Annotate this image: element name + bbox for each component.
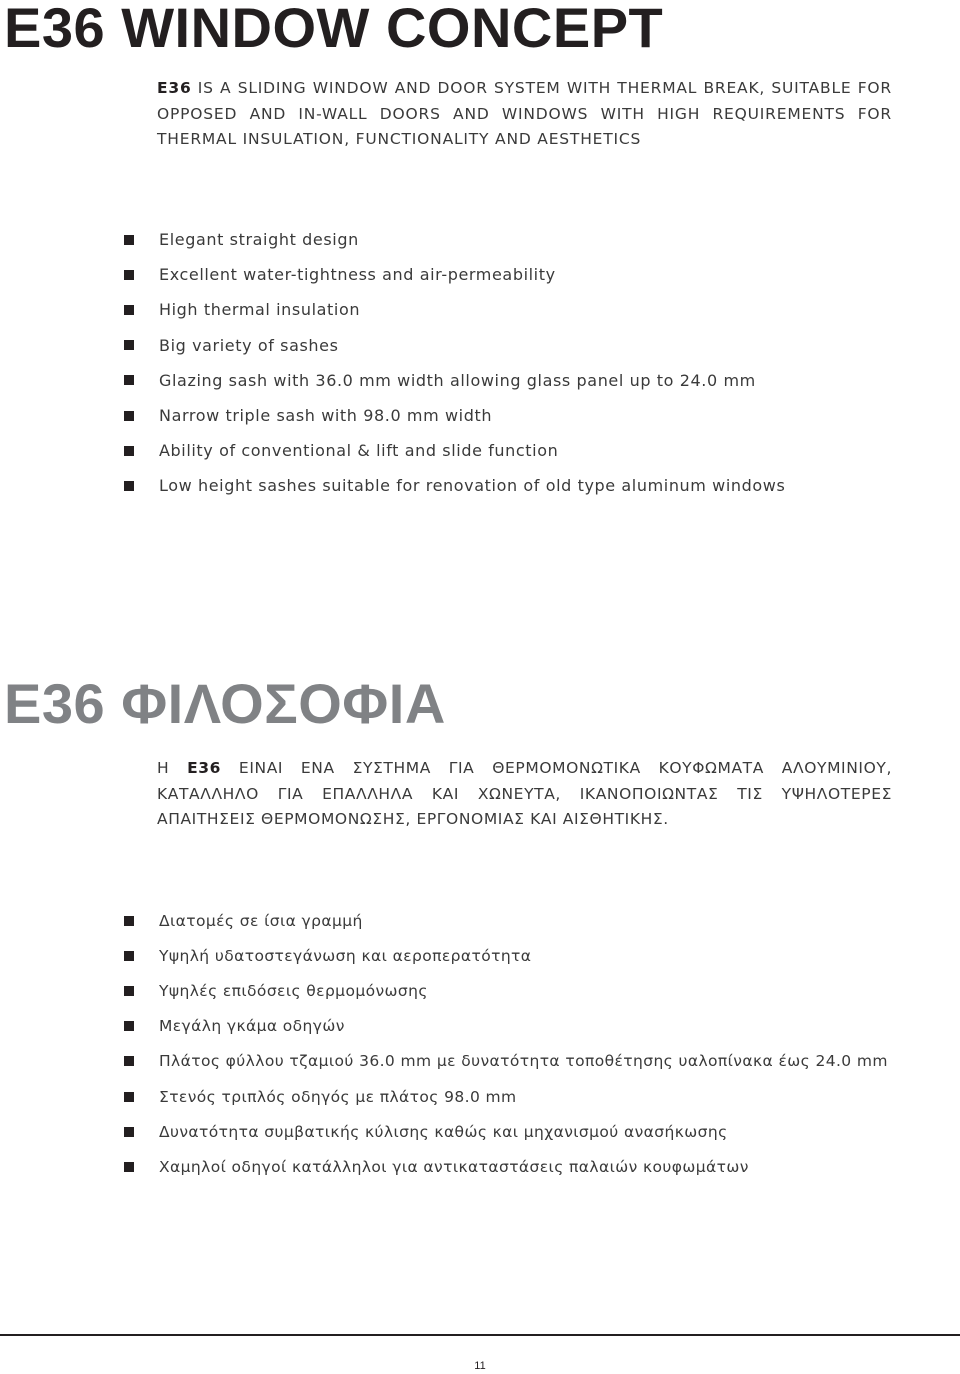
square-bullet-icon <box>124 1056 134 1066</box>
feature-text: Elegant straight design <box>159 230 359 250</box>
list-item <box>124 468 785 503</box>
intro-text: ΕΙΝΑΙ ΕΝΑ ΣΥΣΤΗΜΑ ΓΙΑ ΘΕΡΜΟΜΟΝΩΤΙΚΑ ΚΟΥΦΩΜΑΤΑ ΑΛΟΥΜΙΝΙΟΥ, ΚΑΤΑΛΛΗΛΟ ΓΙΑ ΕΠΑΛΛΗΛΑ ΚΑΙ ΧΩΝΕΥΤΑ, ΙΚΑΝΟΠΟΙΩΝΤΑΣ ΤΙΣ ΥΨΗΛΟΤΕΡΕΣ ΑΠΑΙΤΗΣΕΙΣ ΘΕΡΜΟΜΟΝΩΣΗΣ, ΕΡΓΟΝΟΜΙΑΣ ΚΑΙ ΑΙΣΘΗΤΙΚΗΣ. <box>157 759 892 828</box>
list-item <box>124 1149 888 1184</box>
intro-paragraph-greek <box>157 756 892 833</box>
intro-text: IS A SLIDING WINDOW AND DOOR SYSTEM WITH THERMAL BREAK, SUITABLE FOR OPPOSED AND IN-WALL DOORS AND WINDOWS WITH HIGH REQUIREMENTS FOR THERMAL INSULATION, FUNCTIONALITY AND AESTHETICS <box>157 79 892 148</box>
feature-text: Narrow triple sash with 98.0 mm width <box>159 406 493 426</box>
feature-text: Στενός τριπλός οδηγός με πλάτος 98.0 mm <box>159 1087 517 1106</box>
footer-divider <box>0 1334 960 1336</box>
list-item <box>124 328 785 363</box>
list-item <box>124 973 888 1008</box>
feature-text: Δυνατότητα συμβατικής κύλισης καθώς και μηχανισμού ανασήκωσης <box>159 1122 728 1141</box>
feature-text: Big variety of sashes <box>159 335 339 355</box>
square-bullet-icon <box>124 340 134 350</box>
square-bullet-icon <box>124 411 134 421</box>
feature-text: Χαμηλοί οδηγοί κατάλληλοι για αντικαταστάσεις παλαιών κουφωμάτων <box>159 1157 749 1176</box>
square-bullet-icon <box>124 305 134 315</box>
list-item <box>124 1009 888 1044</box>
feature-text: Excellent water-tightness and air-permeability <box>159 265 556 285</box>
list-item <box>124 1079 888 1114</box>
square-bullet-icon <box>124 1162 134 1172</box>
feature-text: Μεγάλη γκάμα οδηγών <box>159 1017 345 1036</box>
square-bullet-icon <box>124 1127 134 1137</box>
square-bullet-icon <box>124 1092 134 1102</box>
feature-text: Low height sashes suitable for renovation of old type aluminum windows <box>159 476 786 496</box>
feature-text: Διατομές σε ίσια γραμμή <box>159 911 363 930</box>
list-item <box>124 433 785 468</box>
list-item <box>124 363 785 398</box>
square-bullet-icon <box>124 916 134 926</box>
square-bullet-icon <box>124 481 134 491</box>
feature-list-greek <box>124 903 888 1185</box>
list-item <box>124 257 785 292</box>
feature-text: Υψηλή υδατοστεγάνωση και αεροπερατότητα <box>159 946 532 965</box>
feature-text: Glazing sash with 36.0 mm width allowing glass panel up to 24.0 mm <box>159 370 756 390</box>
square-bullet-icon <box>124 270 134 280</box>
intro-paragraph-english <box>157 76 892 153</box>
list-item <box>124 292 785 327</box>
list-item <box>124 938 888 973</box>
list-item <box>124 398 785 433</box>
feature-text: Πλάτος φύλλου τζαμιού 36.0 mm με δυνατότητα τοποθέτησης υαλοπίνακα έως 24.0 mm <box>159 1052 888 1071</box>
feature-text: Ability of conventional & lift and slide function <box>159 441 559 461</box>
square-bullet-icon <box>124 446 134 456</box>
section-title-greek: E36 ΦΙΛΟΣΟΦΙΑ <box>4 672 446 735</box>
feature-list-english <box>124 222 785 504</box>
brand-name: E36 <box>187 759 222 777</box>
square-bullet-icon <box>124 375 134 385</box>
feature-text: High thermal insulation <box>159 300 361 320</box>
square-bullet-icon <box>124 1021 134 1031</box>
list-item <box>124 222 785 257</box>
square-bullet-icon <box>124 951 134 961</box>
feature-text: Υψηλές επιδόσεις θερμομόνωσης <box>159 981 428 1000</box>
intro-prefix: Η <box>157 759 188 777</box>
page-title: E36 WINDOW CONCEPT <box>4 0 664 59</box>
brand-name: E36 <box>157 79 192 97</box>
square-bullet-icon <box>124 235 134 245</box>
page-number: 11 <box>474 1360 486 1372</box>
list-item <box>124 1044 888 1079</box>
square-bullet-icon <box>124 986 134 996</box>
list-item <box>124 1114 888 1149</box>
list-item <box>124 903 888 938</box>
